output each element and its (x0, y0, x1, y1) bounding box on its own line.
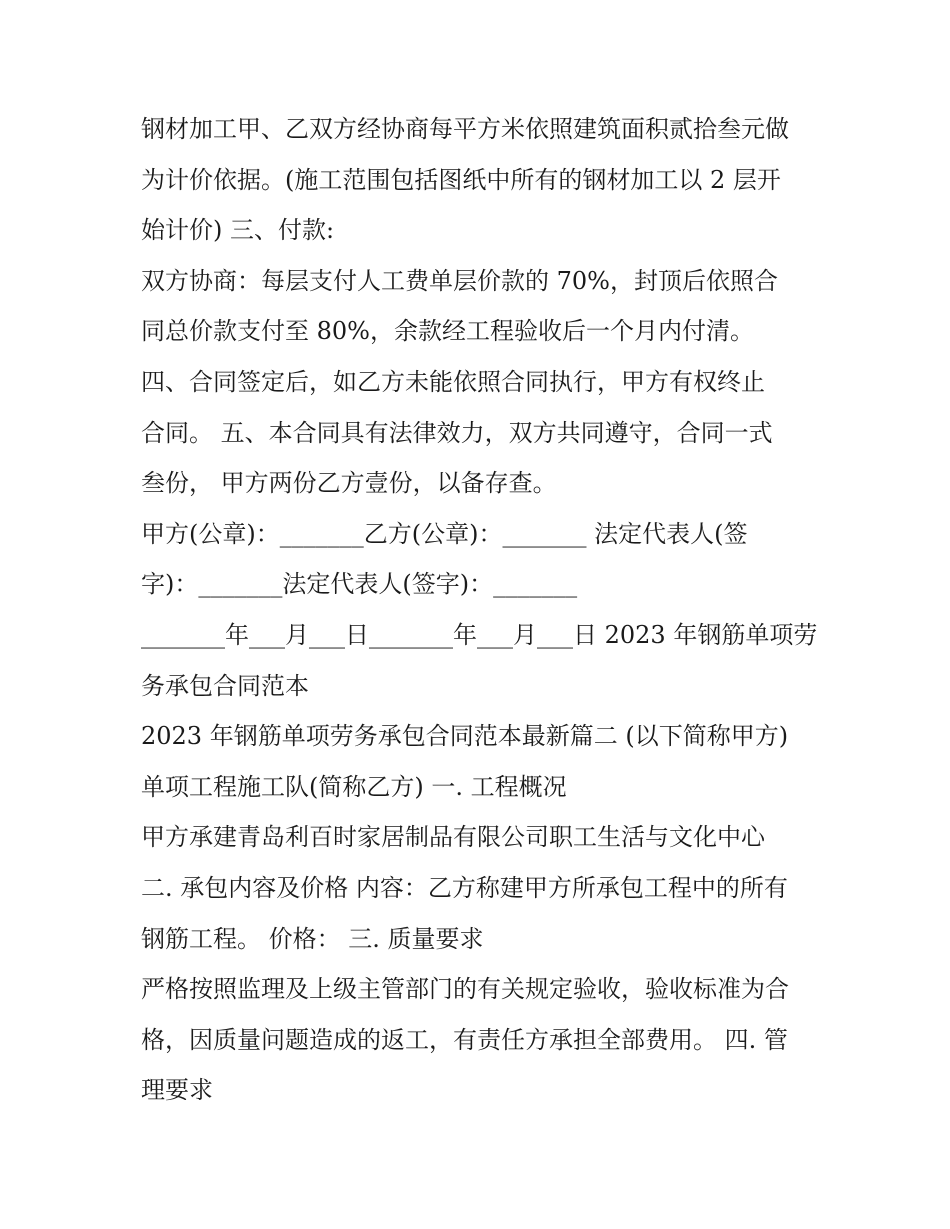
text-line-7: 合同。 五、本合同具有法律效力，双方共同遵守，合同一式 (141, 418, 773, 447)
contract-text-body (141, 104, 821, 1116)
text-line-3: 始计价) 三、付款: (141, 216, 335, 245)
text-line-16: 二. 承包内容及价格 内容：乙方称建甲方所承包工程中的所有 (141, 873, 788, 902)
text-line-18: 严格按照监理及上级主管部门的有关规定验收，验收标准为合 (141, 975, 789, 1004)
text-line-6: 四、合同签定后，如乙方未能依照合同执行，甲方有权终止 (141, 367, 765, 396)
text-line-20: 理要求 (141, 1076, 213, 1105)
text-line-19: 格，因质量问题造成的返工，有责任方承担全部费用。 四. 管 (141, 1025, 788, 1054)
text-line-10: 字)：_______法定代表人(签字)：_______ (141, 570, 578, 599)
text-line-2: 为计价依据。(施工范围包括图纸中所有的钢材加工以 2 层开 (141, 165, 781, 194)
text-line-11: _______年___月___日_______年___月___日 2023 年钢筋单项劳 (141, 620, 818, 649)
text-line-9: 甲方(公章)：_______乙方(公章)：_______ 法定代表人(签 (141, 519, 748, 548)
text-line-15: 甲方承建青岛利百时家居制品有限公司职工生活与文化中心 (141, 823, 765, 852)
text-line-14: 单项工程施工队(简称乙方) 一. 工程概况 (141, 772, 567, 801)
text-line-12: 务承包合同范本 (141, 671, 309, 700)
text-line-4: 双方协商：每层支付人工费单层价款的 70%，封顶后依照合 (141, 266, 778, 295)
text-line-13: 2023 年钢筋单项劳务承包合同范本最新篇二 (以下简称甲方) (141, 722, 789, 751)
text-line-1: 钢材加工甲、乙双方经协商每平方米依照建筑面积贰拾叁元做 (141, 115, 789, 143)
text-line-8: 叁份， 甲方两份乙方壹份，以备存查。 (141, 469, 557, 498)
text-line-5: 同总价款支付至 80%，余款经工程验收后一个月内付清。 (141, 317, 754, 346)
text-line-17: 钢筋工程。 价格： 三. 质量要求 (141, 924, 484, 953)
